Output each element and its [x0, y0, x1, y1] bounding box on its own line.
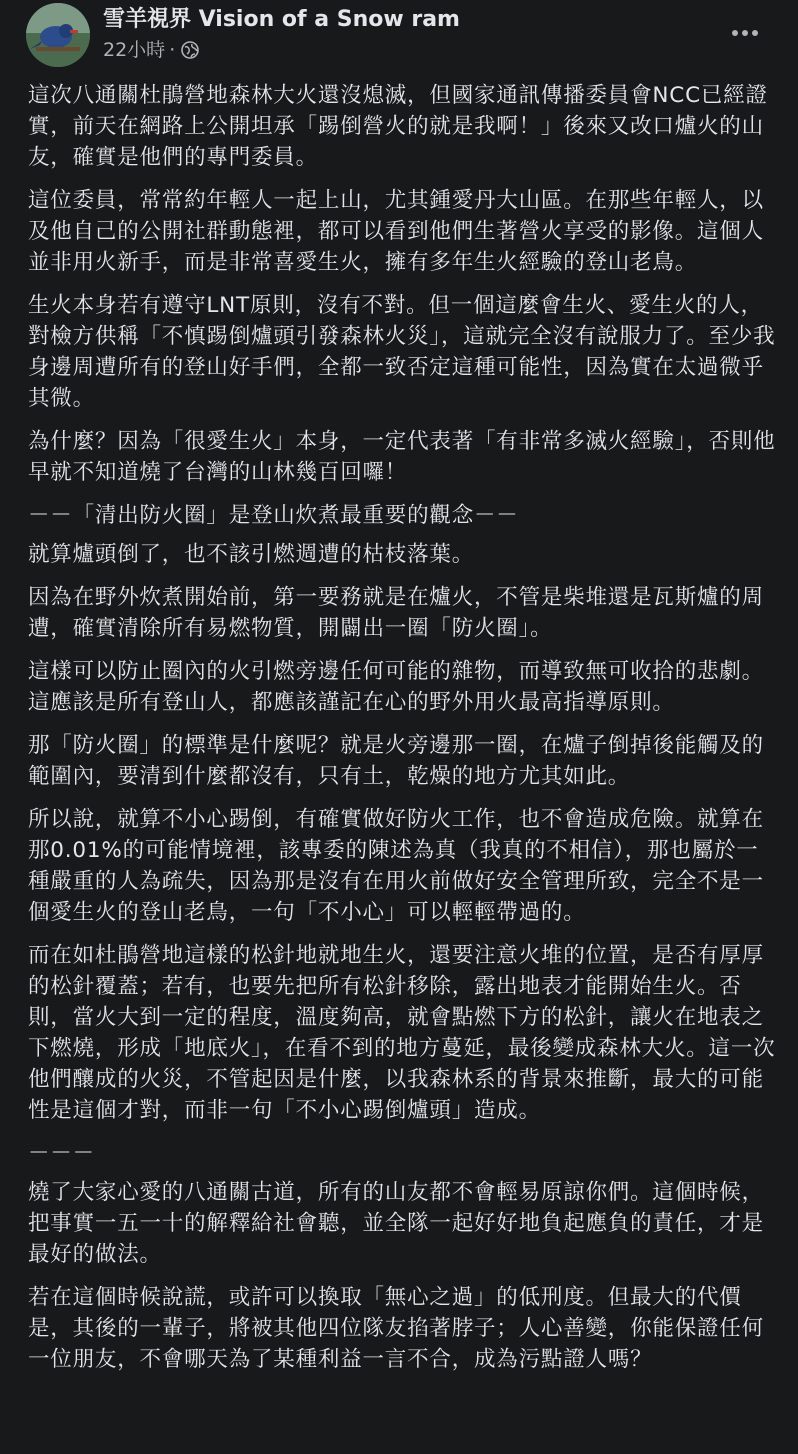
- section-divider: －－－: [28, 1141, 95, 1166]
- post-header: [0, 0, 798, 70]
- post-paragraph: 若在這個時候說謊，或許可以換取「無心之過」的低刑度。但最大的代價是，其後的一輩子，將被其他四位隊友掐著脖子；人心善變，你能保證任何一位朋友，不會哪天為了某種利益一言不合，成為污點證人嗎？: [28, 1285, 764, 1372]
- section-heading: －－「清出防火圈」是登山炊煮最重要的觀念－－: [28, 503, 519, 528]
- post-paragraph: 生火本身若有遵守LNT原則，沒有不對。但一個這麼會生火、愛生火的人，對檢方供稱「不慎踢倒爐頭引發森林火災」，這就完全沒有說服力了。至少我身邊周遭所有的登山好手們，全都一致否定這種可能性，因為實在太過微乎其微。: [28, 293, 776, 411]
- post-meta: [103, 38, 199, 62]
- post-timestamp[interactable]: 22小時: [103, 39, 166, 61]
- avatar-bird-image: [26, 3, 90, 67]
- post-paragraph: 就算爐頭倒了，也不該引燃週遭的枯枝落葉。: [28, 542, 475, 567]
- post-paragraph: 這次八通關杜鵑營地森林大火還沒熄滅，但國家通訊傳播委員會NCC已經證實，前天在網路上公開坦承「踢倒營火的就是我啊！」後來又改口爐火的山友，確實是他們的專門委員。: [28, 83, 768, 170]
- meta-separator: ·: [169, 39, 176, 61]
- post-paragraph: 因為在野外炊煮開始前，第一要務就是在爐火，不管是柴堆還是瓦斯爐的周遭，確實清除所有易燃物質，開闢出一圈「防火圈」。: [28, 585, 764, 641]
- post-paragraph: 這位委員，常常約年輕人一起上山，尤其鍾愛丹大山區。在那些年輕人，以及他自己的公開社群動態裡，都可以看到他們生著營火享受的影像。這個人並非用火新手，而是非常喜愛生火，擁有多年生火經驗的登山老鳥。: [28, 188, 764, 275]
- post-paragraph: 那「防火圈」的標準是什麼呢？就是火旁邊那一圈，在爐子倒掉後能觸及的範圍內，要清到什麼都沒有，只有土，乾燥的地方尤其如此。: [28, 733, 764, 789]
- post-paragraph: 而在如杜鵑營地這樣的松針地就地生火，還要注意火堆的位置，是否有厚厚的松針覆蓋；若有，也要先把所有松針移除，露出地表才能開始生火。否則，當火大到一定的程度，溫度夠高，就會點燃下方的松針，讓火在地表之下燃燒，形成「地底火」，在看不到的地方蔓延，最後變成森林大火。這一次他們釀成的火災，不管起因是什麼，以我森林系的背景來推斷，最大的可能性是這個才對，而非一句「不小心踢倒爐頭」造成。: [28, 943, 776, 1123]
- more-options-button[interactable]: [728, 18, 762, 48]
- post-author-name[interactable]: 雪羊視界 Vision of a Snow ram: [103, 7, 460, 32]
- avatar[interactable]: [26, 3, 90, 67]
- more-horizontal-icon: [731, 29, 759, 37]
- post-paragraph: 為什麼？因為「很愛生火」本身，一定代表著「有非常多滅火經驗」，否則他早就不知道燒了台灣的山林幾百回囉！: [28, 429, 776, 485]
- post-body: [28, 80, 776, 1387]
- post-paragraph: 這樣可以防止圈內的火引燃旁邊任何可能的雜物，而導致無可收拾的悲劇。這應該是所有登山人，都應該謹記在心的野外用火最高指導原則。: [28, 659, 764, 715]
- post-paragraph: 所以說，就算不小心踢倒，有確實做好防火工作，也不會造成危險。就算在那0.01%的可能情境裡，該專委的陳述為真（我真的不相信），那也屬於一種嚴重的人為疏失，因為那是沒有在用火前做好安全管理所致，完全不是一個愛生火的登山老鳥，一句「不小心」可以輕輕帶過的。: [28, 807, 764, 925]
- globe-icon: [181, 41, 199, 59]
- post-paragraph: 燒了大家心愛的八通關古道，所有的山友都不會輕易原諒你們。這個時候，把事實一五一十的解釋給社會聽，並全隊一起好好地負起應負的責任，才是最好的做法。: [28, 1180, 764, 1267]
